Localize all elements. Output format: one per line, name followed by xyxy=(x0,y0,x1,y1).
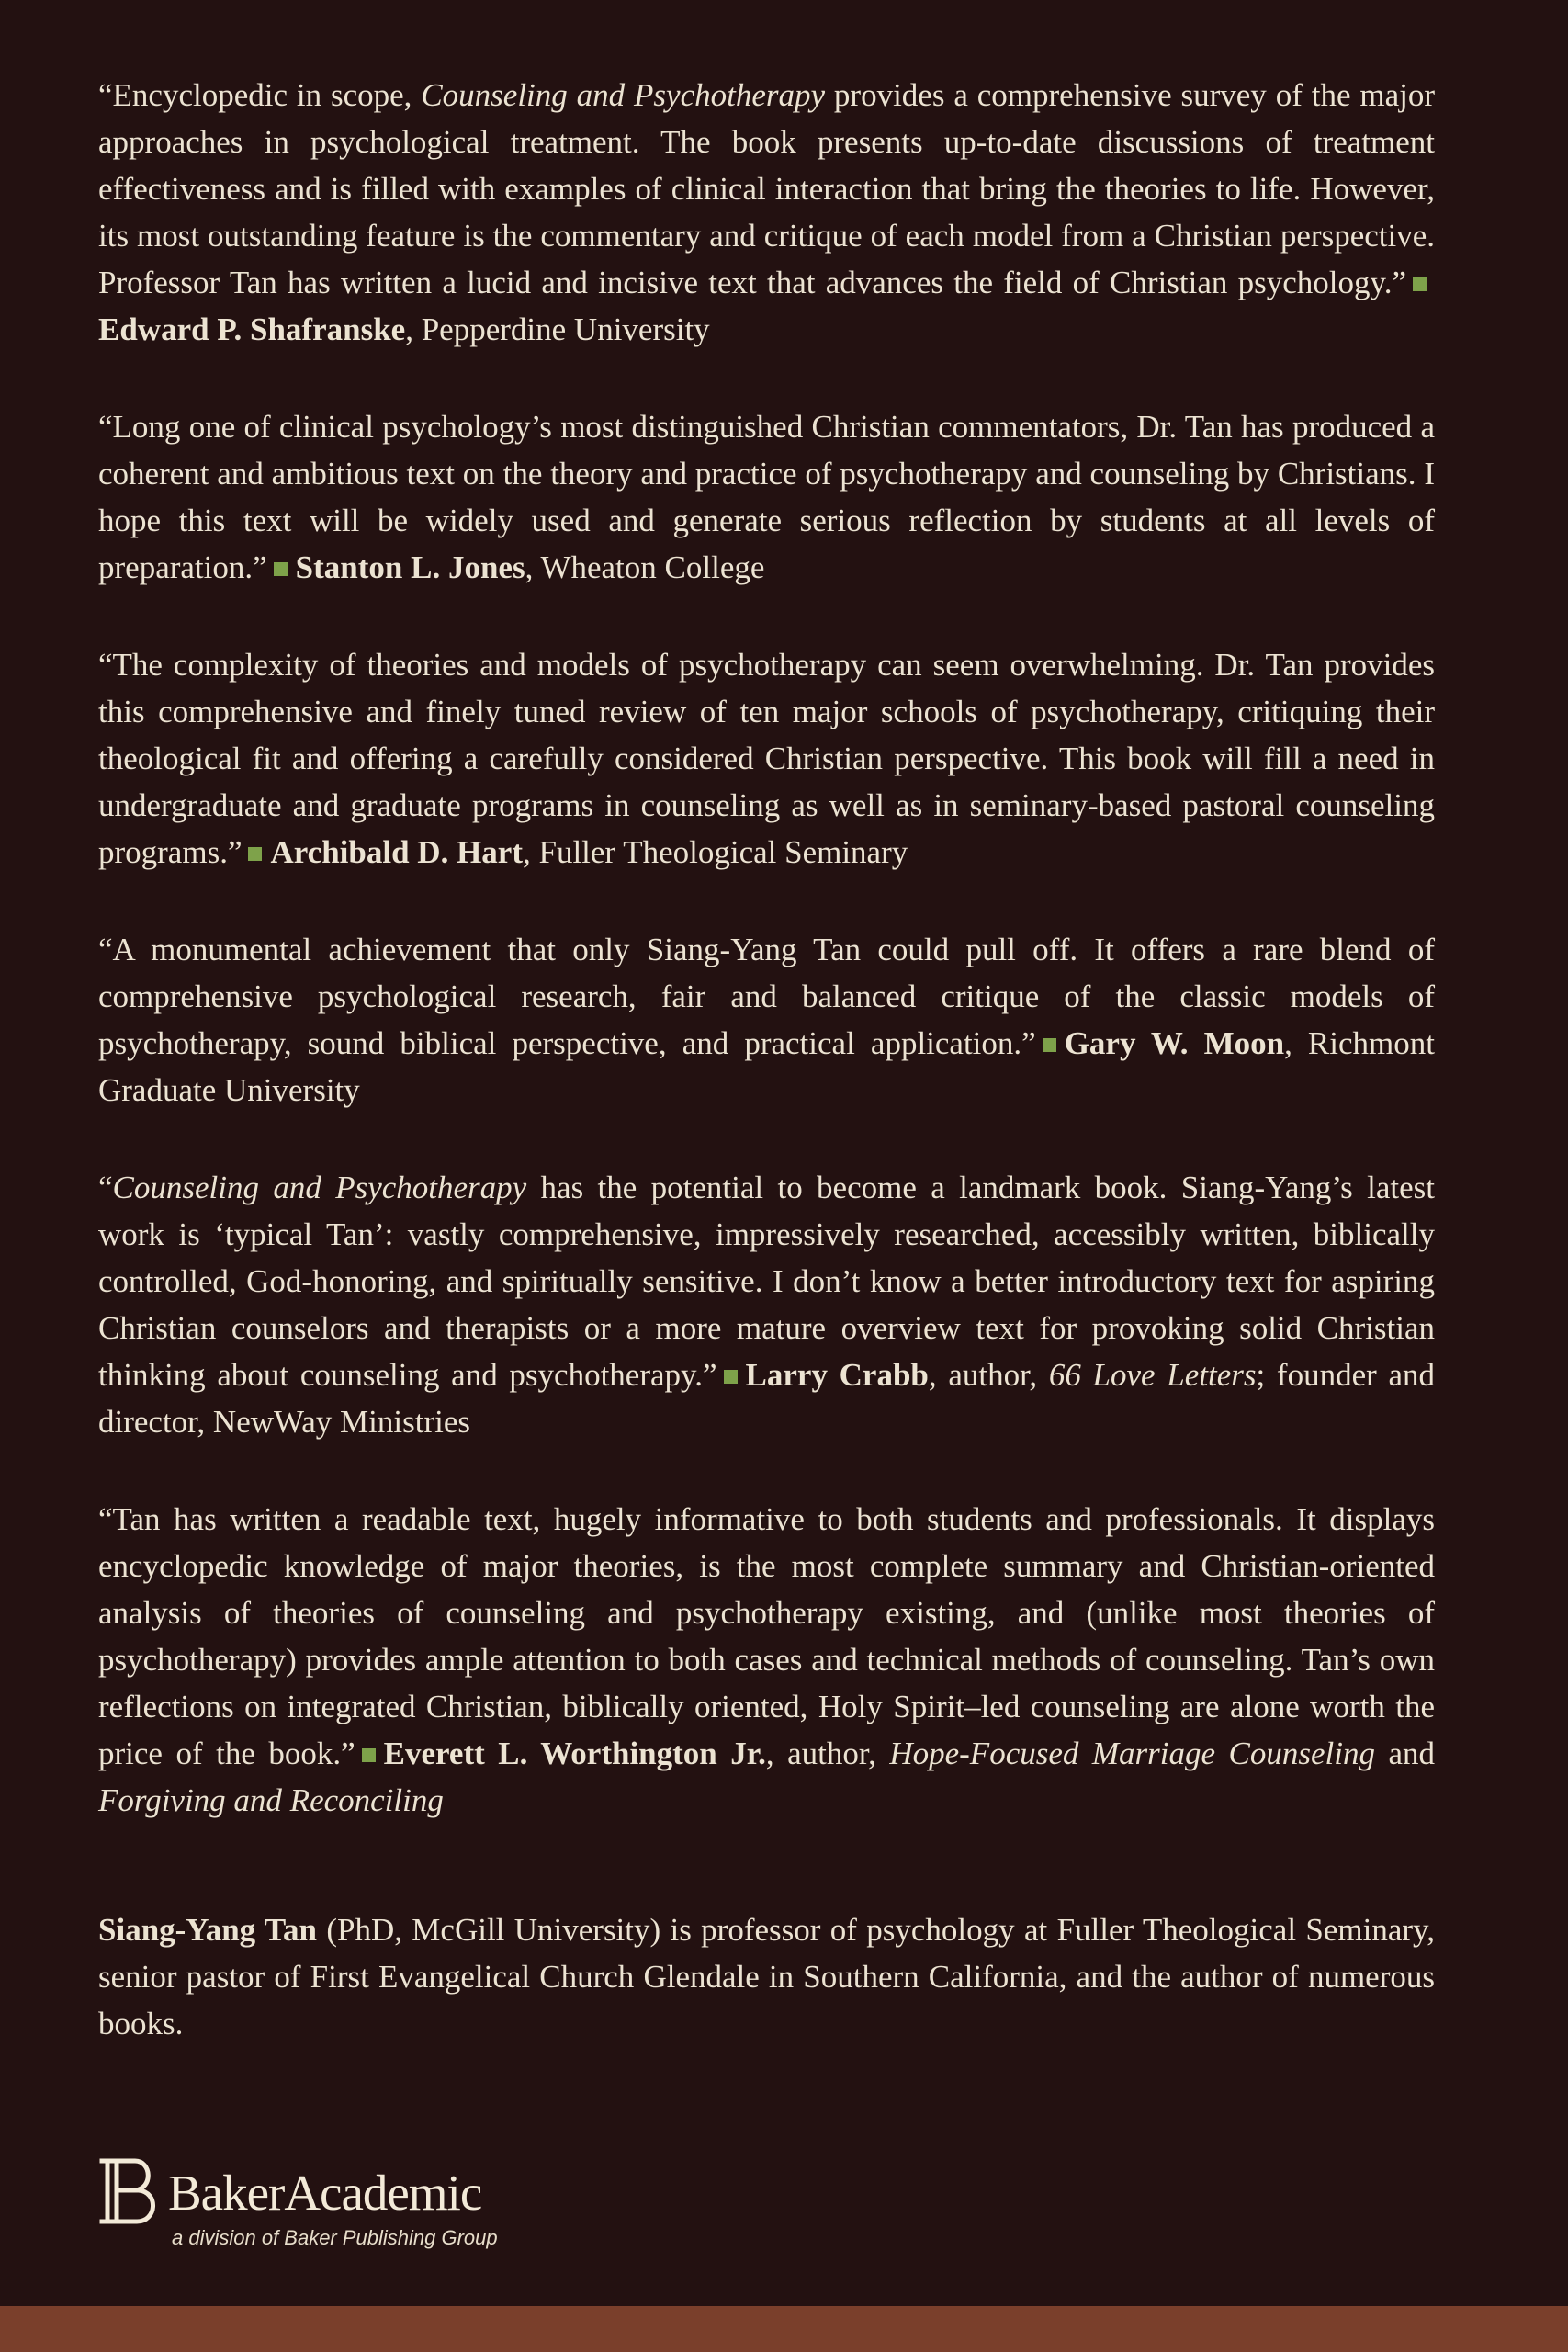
quote-text: provides a comprehensive survey of the major approaches in psychological treatment. The book presents up-to-date discussions of treatment effectiveness and is filled with examples of clinical interaction that bring the theories to life. However, its most outstanding feature is the commentary and critique of each model from a Christian perspective. Professor Tan has written a lucid and incisive text that advances the field of Christian psychology.” xyxy=(98,77,1436,300)
baker-b-monogram-icon xyxy=(98,2157,163,2225)
endorser-name: Larry Crabb xyxy=(745,1357,929,1393)
separator-square-icon xyxy=(274,562,288,576)
quote-text: “A monumental achievement that only Siang-Yang Tan could pull off. It offers a rare blend of comprehensive psychological research, fair and balanced critique of the classic models of psychotherapy, sound biblical perspective, and practical application.” xyxy=(98,932,1435,1061)
endorser-affiliation: ; founder and director, NewWay Ministries xyxy=(98,1357,1435,1440)
quote-text: “ xyxy=(98,1170,113,1205)
endorser-name: Archibald D. Hart xyxy=(270,834,523,870)
quote-text: “The complexity of theories and models of psychotherapy can seem overwhelming. Dr. Tan provides this comprehensive and finely tuned review of ten major schools of psychotherapy, critiquing their theological fit and offering a carefully considered Christian perspective. This book will fill a need in undergraduate and graduate programs in counseling as well as in seminary-based pastoral counseling programs.” xyxy=(98,647,1435,870)
endorser-affiliation: , author, xyxy=(928,1357,1049,1393)
endorser-book-title: 66 Love Letters xyxy=(1048,1357,1257,1393)
endorser-affiliation: and xyxy=(1374,1736,1436,1771)
quote-text: has the potential to become a landmark book. Siang-Yang’s latest work is ‘typical Tan’: vastly comprehensive, impressively researched, accessibly written, biblically controlled, God-honoring, and spiritually sensitive. I don’t know a better introductory text for aspiring Christian counselors and therapists or a more mature overview text for provoking solid Christian thinking about counseling and psychotherapy.” xyxy=(98,1170,1435,1393)
separator-square-icon xyxy=(1043,1038,1056,1052)
endorsements-column xyxy=(98,72,1435,2079)
endorsement xyxy=(98,1496,1435,1824)
endorser-book-title: Hope-Focused Marriage Counseling xyxy=(889,1736,1375,1771)
endorsement xyxy=(98,641,1435,876)
separator-square-icon xyxy=(362,1748,376,1762)
book-title: Counseling and Psychotherapy xyxy=(421,77,826,113)
author-name: Siang-Yang Tan xyxy=(98,1912,317,1948)
quote-text: “Encyclopedic in scope, xyxy=(98,77,422,113)
publisher-tagline: a division of Baker Publishing Group xyxy=(172,2226,498,2249)
author-bio xyxy=(98,1906,1435,2047)
separator-square-icon xyxy=(248,847,262,861)
endorser-affiliation: , Pepperdine University xyxy=(405,311,710,347)
endorsement xyxy=(98,403,1435,591)
publisher-wordmark: BakerAcademic xyxy=(168,2165,482,2221)
endorsement xyxy=(98,926,1435,1114)
endorser-name: Stanton L. Jones xyxy=(295,549,525,585)
endorser-affiliation: , Fuller Theological Seminary xyxy=(522,834,908,870)
bottom-color-strip xyxy=(0,2306,1568,2352)
endorser-affiliation: , author, xyxy=(765,1736,890,1771)
endorser-book-title: Forgiving and Reconciling xyxy=(98,1782,444,1818)
endorser-name: Everett L. Worthington Jr. xyxy=(383,1736,766,1771)
quote-text: “Long one of clinical psychology’s most distinguished Christian commentators, Dr. Tan has produced a coherent and ambitious text on the theory and practice of psychotherapy and counseling by Christians. I hope this text will be widely used and generate serious reflection by students at all levels of preparation.” xyxy=(98,409,1435,585)
endorser-affiliation: , Richmont Graduate University xyxy=(98,1025,1435,1108)
quote-text: “Tan has written a readable text, hugely informative to both students and professionals. It displays encyclopedic knowledge of major theories, is the most complete summary and Christian-oriented analysis of theories of counseling and psychotherapy existing, and (unlike most theories of psychotherapy) provides ample attention to both cases and technical methods of counseling. Tan’s own reflections on integrated Christian, biblically oriented, Holy Spirit–led counseling are alone worth the price of the book.” xyxy=(98,1501,1435,1771)
endorsement xyxy=(98,72,1435,353)
endorser-name: Edward P. Shafranske xyxy=(98,311,406,347)
separator-square-icon xyxy=(1413,277,1427,291)
endorser-affiliation: , Wheaton College xyxy=(525,549,765,585)
publisher-logo xyxy=(98,2157,576,2258)
endorser-name: Gary W. Moon xyxy=(1064,1025,1285,1061)
author-bio-text: (PhD, McGill University) is professor of psychology at Fuller Theological Seminary, senior pastor of First Evangelical Church Glendale in Southern California, and the author of numerous books. xyxy=(98,1912,1435,2041)
book-title: Counseling and Psychotherapy xyxy=(112,1170,527,1205)
separator-square-icon xyxy=(724,1370,738,1384)
endorsement xyxy=(98,1164,1435,1445)
